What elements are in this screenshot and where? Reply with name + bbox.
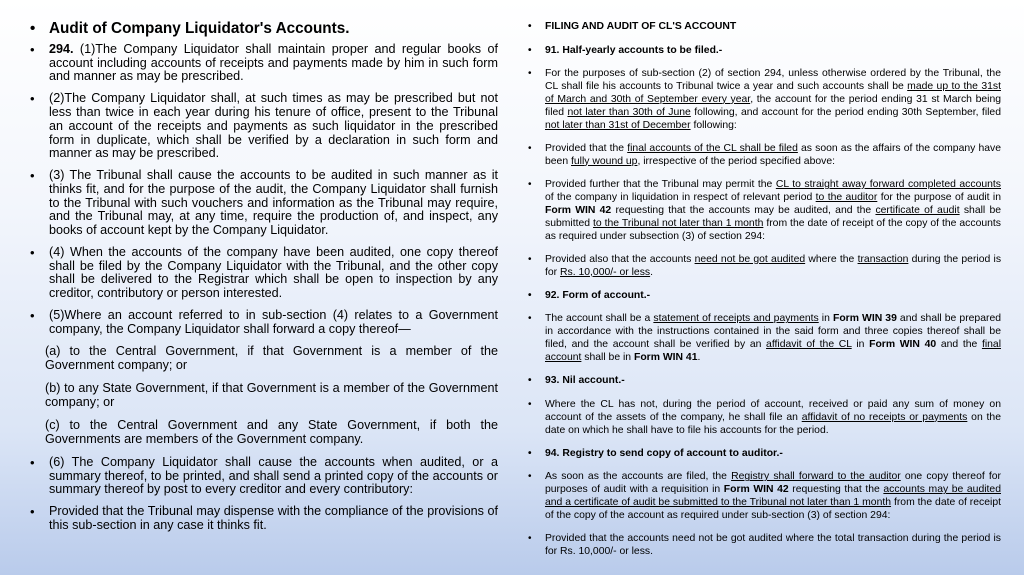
underlined-text: to the Tribunal not later than 1 month bbox=[593, 217, 764, 229]
list-item bbox=[528, 21, 1001, 34]
rules-list bbox=[528, 21, 1001, 559]
underlined-text: Registry shall forward to the auditor bbox=[731, 471, 901, 483]
bullet-icon: • bbox=[30, 504, 35, 520]
paragraph-text: (3) The Tribunal shall cause the accounts to be audited in such manner as it thinks fit, and for the purpose of the audit, the Company Liquidator shall furnish to the Tribunal with such vouchers and information as the Tribunal may require, and the Tribunal may, at any time, require the production of, and inspect, any books of account kept by the Company Liquidator. bbox=[49, 168, 498, 238]
text-run: in bbox=[818, 313, 833, 325]
text-run: following: bbox=[690, 119, 737, 131]
text-run: shall be submitted bbox=[545, 204, 1002, 229]
list-item bbox=[528, 533, 1001, 559]
rule-heading: 94. Registry to send copy of account to auditor.- bbox=[545, 447, 783, 459]
list-item bbox=[30, 382, 498, 409]
list-item bbox=[528, 448, 1001, 461]
underlined-text: accounts may be audited and a certificate of audit be submitted to the Tribunal not later than 1 month bbox=[545, 484, 1001, 509]
text-run: Provided also that the accounts bbox=[545, 253, 695, 265]
underlined-text: final account bbox=[545, 339, 1001, 364]
list-item bbox=[30, 456, 498, 497]
bullet-icon: • bbox=[528, 375, 532, 387]
list-item bbox=[30, 309, 498, 336]
bullet-icon: • bbox=[528, 44, 532, 56]
form-reference: Form WIN 39 bbox=[832, 313, 897, 325]
rule-heading: 92. Form of account.- bbox=[545, 289, 651, 301]
paragraph-text: (2)The Company Liquidator shall, at such times as may be prescribed but not less than twice in each year during his tenure of office, present to the Tribunal an account of the receipts and payments as such liquidator in the prescribed form in duplicate, which shall be verified by a declaration in such form and manner as may be prescribed. bbox=[49, 91, 498, 161]
text-run: from the date of receipt of the copy of the account as required under sub-section (3) of section 294: bbox=[545, 497, 1001, 522]
rule-heading: 93. Nil account.- bbox=[545, 375, 625, 387]
form-reference: Form WIN 40 bbox=[869, 339, 937, 351]
bullet-icon: • bbox=[528, 142, 532, 154]
text-run: , irrespective of the period specified above: bbox=[637, 155, 835, 167]
underlined-text: to the auditor bbox=[815, 191, 878, 203]
bullet-icon: • bbox=[528, 68, 532, 79]
text-run: one copy thereof for purposes of audit with a requisition in bbox=[545, 471, 1001, 496]
underlined-text: statement of receipts and payments bbox=[653, 313, 819, 325]
list-item bbox=[528, 254, 1001, 280]
bullet-icon: • bbox=[30, 245, 35, 261]
underlined-text: CL to straight away forward completed accounts bbox=[775, 178, 1001, 190]
text-run: . bbox=[697, 352, 701, 364]
text-run: The account shall be a bbox=[545, 313, 654, 325]
bullet-icon: • bbox=[528, 471, 532, 483]
text-run: and shall be prepared in accordance with the instructions contained in the said form and three copies thereof shall be filed, and the account shall be verified by an bbox=[545, 313, 1002, 351]
list-item bbox=[528, 68, 1001, 133]
section-heading: FILING AND AUDIT OF CL'S ACCOUNT bbox=[545, 21, 737, 32]
text-run: Where the CL has not, during the period of account, received or paid any sum of money on account of the assets of the company, he shall file an bbox=[545, 398, 1001, 423]
bullet-icon: • bbox=[528, 21, 532, 32]
list-item bbox=[30, 246, 498, 301]
list-item bbox=[528, 471, 1001, 523]
section-number: 294. bbox=[49, 42, 74, 56]
clause-text: (c) to the Central Government and any State Government, if both the Governments are members of the Government company. bbox=[45, 417, 498, 446]
text-run: during the period is for bbox=[545, 253, 1002, 278]
text-run: shall be in bbox=[581, 352, 634, 364]
text-run: of the company in liquidation in respect of relevant period bbox=[545, 191, 816, 203]
text-run: as soon as the affairs of the company have been bbox=[545, 142, 1001, 167]
text-run: and the bbox=[936, 339, 982, 351]
bullet-icon: • bbox=[528, 289, 532, 301]
paragraph-text: (6) The Company Liquidator shall cause the accounts when audited, or a summary thereof, to be printed, and shall send a printed copy of the accounts or summary thereof by post to every creditor and every contributory: bbox=[49, 454, 498, 497]
list-item bbox=[528, 313, 1001, 365]
bullet-icon: • bbox=[30, 454, 35, 470]
underlined-text: need not be got audited bbox=[694, 253, 806, 265]
text-run: Provided that the bbox=[545, 142, 628, 154]
rule-heading: 91. Half-yearly accounts to be filed.- bbox=[545, 44, 723, 56]
list-item bbox=[528, 399, 1001, 438]
text-run: Provided further that the Tribunal may permit the bbox=[545, 178, 776, 190]
text-run: requesting that the accounts may be audited, and the bbox=[611, 204, 876, 216]
paragraph-text: Provided that the Tribunal may dispense with the compliance of the provisions of this sub-section in any case it thinks fit. bbox=[49, 504, 498, 532]
underlined-text: transaction bbox=[857, 253, 909, 265]
text-run: following, and account for the period ending 30th September, filed bbox=[690, 106, 1001, 118]
paragraph-text: (5)Where an account referred to in sub-section (4) relates to a Government company, the Company Liquidator shall forward a copy thereof— bbox=[49, 308, 498, 336]
text-run: . bbox=[650, 266, 653, 278]
paragraph-text: (4) When the accounts of the company have been audited, one copy thereof shall be filed by the Company Liquidator with the Tribunal, and the other copy shall be delivered to the Registrar which shall be open to inspection by any creditor, contributory or person interested. bbox=[49, 245, 498, 301]
list-item bbox=[528, 143, 1001, 169]
underlined-text: fully wound up bbox=[571, 155, 638, 167]
text-run: from the date of receipt of the copy of the accounts as required under subsection (3) of section 294: bbox=[545, 217, 1001, 242]
list-item bbox=[30, 419, 498, 446]
list-item bbox=[30, 345, 498, 372]
list-item bbox=[30, 20, 498, 37]
bullet-icon: • bbox=[528, 398, 532, 410]
bullet-icon: • bbox=[30, 91, 35, 107]
underlined-text: affidavit of the CL bbox=[766, 339, 852, 351]
underlined-text: affidavit of no receipts or payments bbox=[801, 411, 968, 423]
paragraph-text: (1)The Company Liquidator shall maintain proper and regular books of account including accounts of receipts and payments made by him in such form and manner as may be prescribed. bbox=[49, 42, 498, 84]
bullet-icon: • bbox=[528, 313, 532, 325]
text-run: where the bbox=[805, 253, 858, 265]
bullet-icon: • bbox=[30, 20, 36, 37]
bullet-icon: • bbox=[528, 533, 532, 545]
right-column bbox=[528, 21, 1001, 569]
list-item bbox=[528, 45, 1001, 58]
left-column bbox=[30, 20, 498, 541]
text-run: in bbox=[851, 339, 870, 351]
underlined-text: certificate of audit bbox=[875, 204, 960, 216]
bullet-icon: • bbox=[528, 253, 532, 265]
bullet-icon: • bbox=[30, 168, 35, 184]
list-item bbox=[30, 43, 498, 84]
underlined-text: final accounts of the CL shall be filed bbox=[627, 142, 798, 154]
form-reference: Form WIN 41 bbox=[633, 352, 698, 364]
underlined-text: not later than 31st of December bbox=[545, 119, 691, 131]
list-item bbox=[30, 92, 498, 161]
bullet-icon: • bbox=[30, 308, 35, 324]
text-run: For the purposes of sub-section (2) of section 294, unless otherwise ordered by the Tribunal, the CL shall file his accounts to Tribunal twice a year and such accounts shall be bbox=[545, 68, 1001, 92]
underlined-text: not later than 30th of June bbox=[567, 106, 691, 118]
text-run: As soon as the accounts are filed, the bbox=[545, 471, 732, 483]
text-run: , the account for the period ending 31 st March being filed bbox=[545, 93, 1001, 118]
underlined-text: made up to the 31st of March and 30th of September every year bbox=[545, 80, 1001, 105]
list-item bbox=[528, 375, 1001, 388]
text-run: on the date on which he shall have to file his accounts for the period. bbox=[545, 411, 1001, 436]
bullet-icon: • bbox=[528, 178, 532, 190]
text-run: for the purpose of audit in bbox=[877, 191, 1002, 203]
audit-provisions-list bbox=[30, 20, 498, 533]
text-run: requesting that the bbox=[788, 484, 884, 496]
list-item bbox=[30, 169, 498, 238]
list-item bbox=[528, 179, 1001, 244]
form-reference: Form WIN 42 bbox=[545, 204, 612, 216]
form-reference: Form WIN 42 bbox=[723, 484, 789, 496]
slide-title: Audit of Company Liquidator's Accounts. bbox=[49, 20, 350, 37]
list-item bbox=[30, 505, 498, 532]
clause-text: (a) to the Central Government, if that Government is a member of the Government company; or bbox=[45, 343, 498, 372]
clause-text: (b) to any State Government, if that Government is a member of the Government company; or bbox=[45, 380, 498, 409]
bullet-icon: • bbox=[528, 447, 532, 459]
list-item bbox=[528, 290, 1001, 303]
paragraph-text: Provided that the accounts need not be got audited where the total transaction during the period is for Rs. 10,000/- or less. bbox=[545, 533, 1001, 558]
underlined-text: Rs. 10,000/- or less bbox=[560, 266, 651, 278]
bullet-icon: • bbox=[30, 42, 35, 57]
